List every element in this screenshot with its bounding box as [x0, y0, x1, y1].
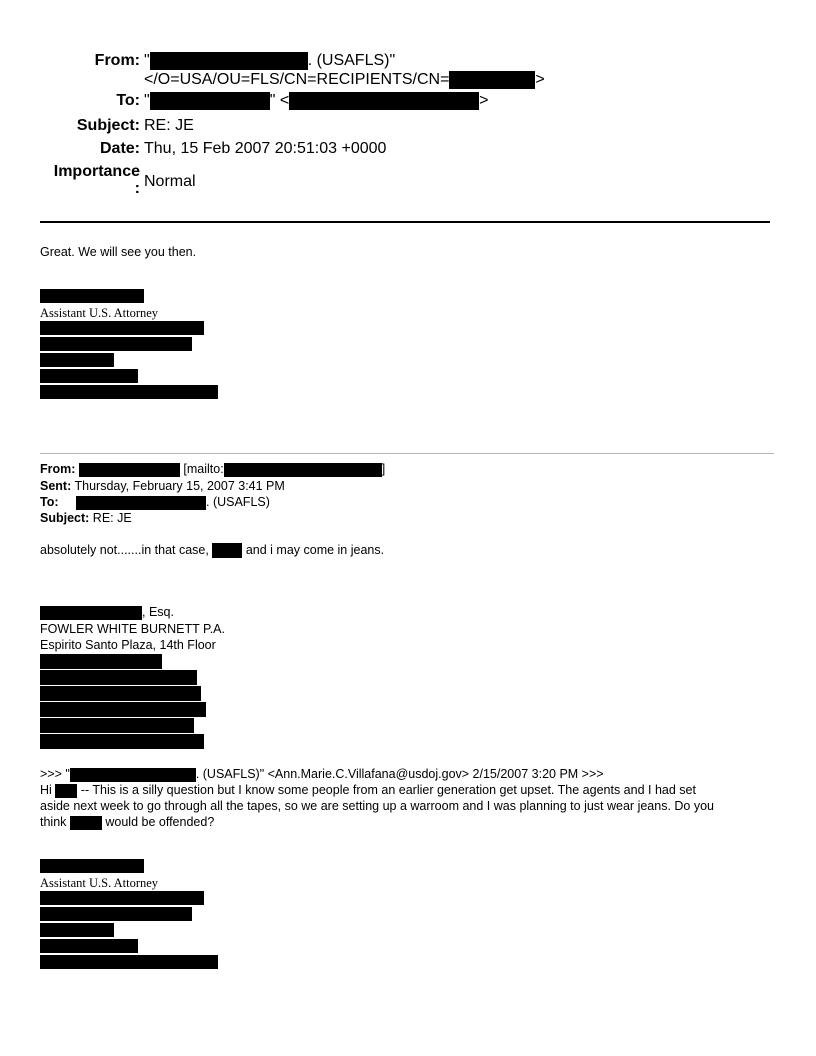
redaction-block	[40, 939, 138, 953]
forwarded-body-end: and i may come in jeans.	[245, 543, 385, 557]
forwarded-sent-label: Sent:	[40, 479, 72, 493]
redaction-block	[40, 734, 204, 749]
mailto-suffix: ]	[381, 462, 386, 476]
redaction-block	[40, 289, 144, 303]
redaction-block	[70, 768, 196, 782]
redaction-block	[40, 686, 201, 701]
redaction-block	[70, 816, 102, 830]
redaction-block	[40, 891, 204, 905]
to-suffix: >	[479, 92, 489, 110]
quoted-line-2: aside next week to go through all the tapes, so we are setting up a warroom and I was planning to just wear jeans. Do you	[40, 799, 715, 813]
redaction-block	[40, 337, 192, 351]
quoted-prefix: >>> "	[40, 767, 70, 781]
redaction-block	[40, 654, 162, 669]
from-value	[144, 52, 395, 70]
importance-value: Normal	[144, 173, 196, 190]
redaction-block	[449, 71, 535, 89]
redaction-block	[40, 718, 194, 733]
subject-label: Subject:	[76, 117, 140, 134]
quoted-body-3-prefix: think	[40, 815, 67, 829]
forwarded-subject-label: Subject:	[40, 511, 90, 525]
forwarded-body	[40, 543, 384, 558]
signature-address: Espirito Santo Plaza, 14th Floor	[40, 638, 216, 652]
forwarded-from	[40, 462, 385, 477]
quoted-header-rest: . (USAFLS)" <Ann.Marie.C.Villafana@usdoj.gov> 2/15/2007 3:20 PM >>>	[195, 767, 604, 781]
redaction-block	[289, 92, 479, 110]
redaction-block	[40, 923, 114, 937]
signature-title: Assistant U.S. Attorney	[40, 306, 159, 320]
signature-esq: , Esq.	[142, 605, 174, 619]
quoted-body-3-suffix: would be offended?	[105, 815, 215, 829]
redaction-block	[40, 859, 144, 873]
signature-firm: FOWLER WHITE BURNETT P.A.	[40, 622, 225, 636]
forwarded-to	[40, 495, 270, 510]
header-divider	[40, 221, 770, 223]
to-mid: " <	[269, 92, 290, 110]
redaction-block	[55, 784, 77, 798]
forwarded-to-label: To:	[40, 495, 59, 509]
from-address-suffix: >	[535, 71, 545, 89]
redaction-block	[79, 463, 180, 477]
redaction-block	[76, 496, 206, 510]
to-quote: "	[144, 92, 150, 110]
forward-divider	[40, 453, 774, 454]
from-org: . (USAFLS)"	[307, 52, 396, 70]
forwarded-from-label: From:	[40, 462, 76, 476]
reply-text: Great. We will see you then.	[40, 245, 197, 259]
redaction-block	[150, 52, 308, 70]
forwarded-subject	[40, 511, 132, 525]
quoted-line-3	[40, 815, 214, 830]
redaction-block	[40, 702, 206, 717]
quoted-line-1	[40, 783, 696, 798]
redaction-block	[212, 543, 242, 558]
to-value	[144, 92, 489, 110]
from-address	[144, 71, 545, 89]
date-label: Date:	[99, 140, 140, 157]
redaction-block	[40, 353, 114, 367]
redaction-block	[40, 369, 138, 383]
quoted-body-1: -- This is a silly question but I know some people from an earlier generation get upset. The agents and I had set	[80, 783, 696, 797]
forwarded-body-start: absolutely not.......in that case,	[40, 543, 209, 557]
redaction-block	[40, 385, 218, 399]
redaction-block	[40, 606, 142, 620]
forwarded-sent-value: Thursday, February 15, 2007 3:41 PM	[74, 479, 285, 493]
redaction-block	[40, 670, 197, 685]
from-address-prefix: </O=USA/OU=FLS/CN=RECIPIENTS/CN=	[144, 71, 450, 89]
forwarded-subject-value: RE: JE	[92, 511, 132, 525]
forwarded-sent	[40, 479, 285, 493]
redaction-block	[40, 907, 192, 921]
from-quote: "	[144, 52, 150, 70]
subject-value: RE: JE	[144, 117, 194, 134]
mailto-prefix: [mailto:	[183, 462, 224, 476]
to-label: To:	[116, 92, 140, 109]
redaction-block	[150, 92, 270, 110]
redaction-block	[40, 321, 204, 335]
quoted-header	[40, 767, 604, 782]
forwarded-to-suffix: . (USAFLS)	[206, 495, 270, 509]
quoted-hi: Hi	[40, 783, 52, 797]
importance-label: Importance	[53, 163, 140, 180]
redaction-block	[40, 955, 218, 969]
from-label: From:	[94, 52, 140, 69]
signature-name	[40, 605, 174, 620]
quoted-signature-title: Assistant U.S. Attorney	[40, 876, 159, 890]
redaction-block	[224, 463, 382, 477]
importance-colon: :	[134, 180, 140, 197]
date-value: Thu, 15 Feb 2007 20:51:03 +0000	[144, 140, 387, 157]
